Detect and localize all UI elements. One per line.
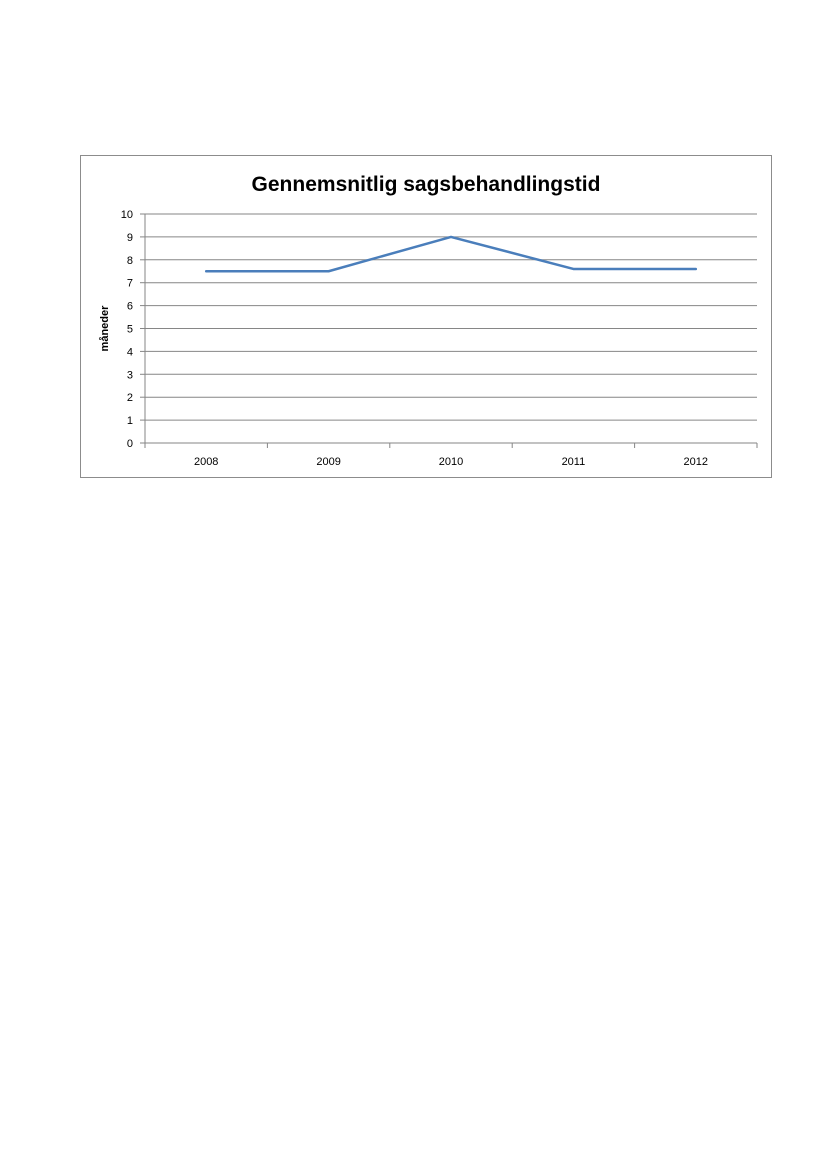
- y-tick-label: 1: [126, 415, 133, 428]
- axes: [140, 214, 757, 448]
- chart-frame: [80, 155, 772, 478]
- y-tick-label: 5: [126, 323, 133, 336]
- x-tick-label: 2012: [683, 456, 709, 468]
- y-tick-label: 10: [120, 209, 133, 221]
- y-axis-label: måneder: [99, 305, 111, 352]
- y-tick-label: 4: [126, 346, 133, 359]
- y-tick-label: 0: [126, 438, 133, 450]
- x-tick-label: 2011: [561, 456, 586, 468]
- y-tick-label: 6: [126, 300, 133, 313]
- y-tick-label: 8: [126, 254, 133, 267]
- gridlines: [145, 214, 757, 420]
- y-tick-label: 2: [126, 392, 133, 405]
- x-tick-labels: [194, 456, 708, 468]
- series: [206, 237, 696, 271]
- x-tick-label: 2008: [193, 456, 219, 468]
- y-tick-label: 9: [126, 231, 133, 244]
- chart-title: Gennemsnitlig sagsbehandlingstid: [251, 173, 601, 196]
- y-tick-label: 3: [126, 369, 133, 382]
- y-tick-labels: [121, 209, 133, 450]
- series-line-0: [206, 237, 696, 271]
- x-tick-label: 2010: [438, 456, 464, 468]
- x-tick-label: 2009: [316, 456, 341, 468]
- y-tick-label: 7: [126, 277, 133, 290]
